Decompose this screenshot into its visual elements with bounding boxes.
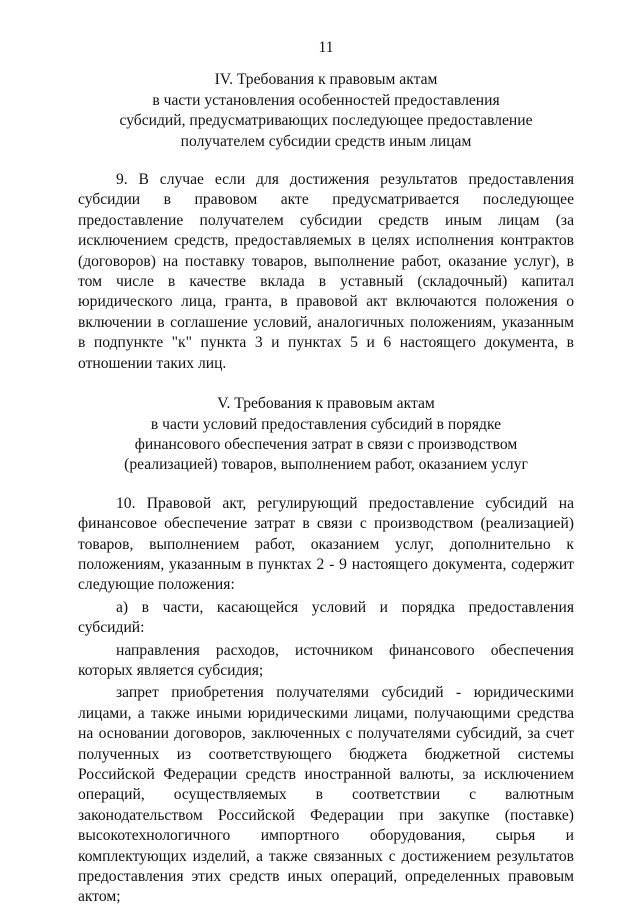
subpoint-a: а) в части, касающейся условий и порядка предоставления субсидий:	[78, 598, 574, 637]
section-5-heading	[78, 394, 574, 476]
section-5-heading-line: финансового обеспечения затрат в связи с производством	[134, 435, 518, 453]
section-5-heading-line: в части условий предоставления субсидий в порядке	[150, 415, 502, 433]
page-number: 11	[318, 39, 334, 56]
section-4-heading-line: IV. Требования к правовым актам	[214, 71, 438, 89]
section-4-heading-line: субсидий, предусматривающих последующее предоставление	[119, 112, 533, 130]
paragraph-10: 10. Правовой акт, регулирующий предоставление субсидий на финансовое обеспечение затрат в связи с производством (реализацией) товаров, выполнением работ, оказанием услуг, дополнительно к положениям, указанным в пунктах 2 - 9 настоящего документа, содержит следующие положения:	[78, 494, 574, 594]
section-5-heading-line: (реализацией) товаров, выполнением работ, оказанием услуг	[124, 456, 528, 474]
item-prohibition: запрет приобретения получателями субсидий - юридическими лицами, а также иными юридическими лицами, получающими средства на основании договоров, заключенных с получателями субсидий, за счет полученных из соответствующего бюджета бюджетной системы Российской Федерации средств иностранной валюты, за исключением операций, осуществляемых в соответствии с валютным законодательством Российской Федерации при закупке (поставке) высокотехнологичного импортного оборудования, сырья и комплектующих изделий, а также связанных с достижением результатов предоставления этих средств иных операций, определенных правовым актом;	[78, 684, 574, 906]
section-4-heading	[78, 70, 574, 152]
section-4-heading-line: получателем субсидии средств иным лицам	[180, 132, 472, 150]
section-4-heading-line: в части установления особенностей предоставления	[152, 91, 500, 109]
item-directions: направления расходов, источником финансового обеспечения которых является субсидия;	[78, 641, 574, 679]
section-5-heading-line: V. Требования к правовым актам	[217, 395, 435, 413]
paragraph-9: 9. В случае если для достижения результатов предоставления субсидии в правовом акте предусматривается последующее предоставление получателем субсидии средств иным лицам (за исключением средств, предоставляемых в целях исполнения контрактов (договоров) на поставку товаров, выполнение работ, оказание услуг), в том числе в качестве вклада в уставный (складочный) капитал юридического лица, гранта, в правовой акт включаются положения о включении в соглашение условий, аналогичных положениям, указанным в подпункте "к" пункта 3 и пунктах 5 и 6 настоящего документа, в отношении таких лиц.	[78, 171, 574, 372]
